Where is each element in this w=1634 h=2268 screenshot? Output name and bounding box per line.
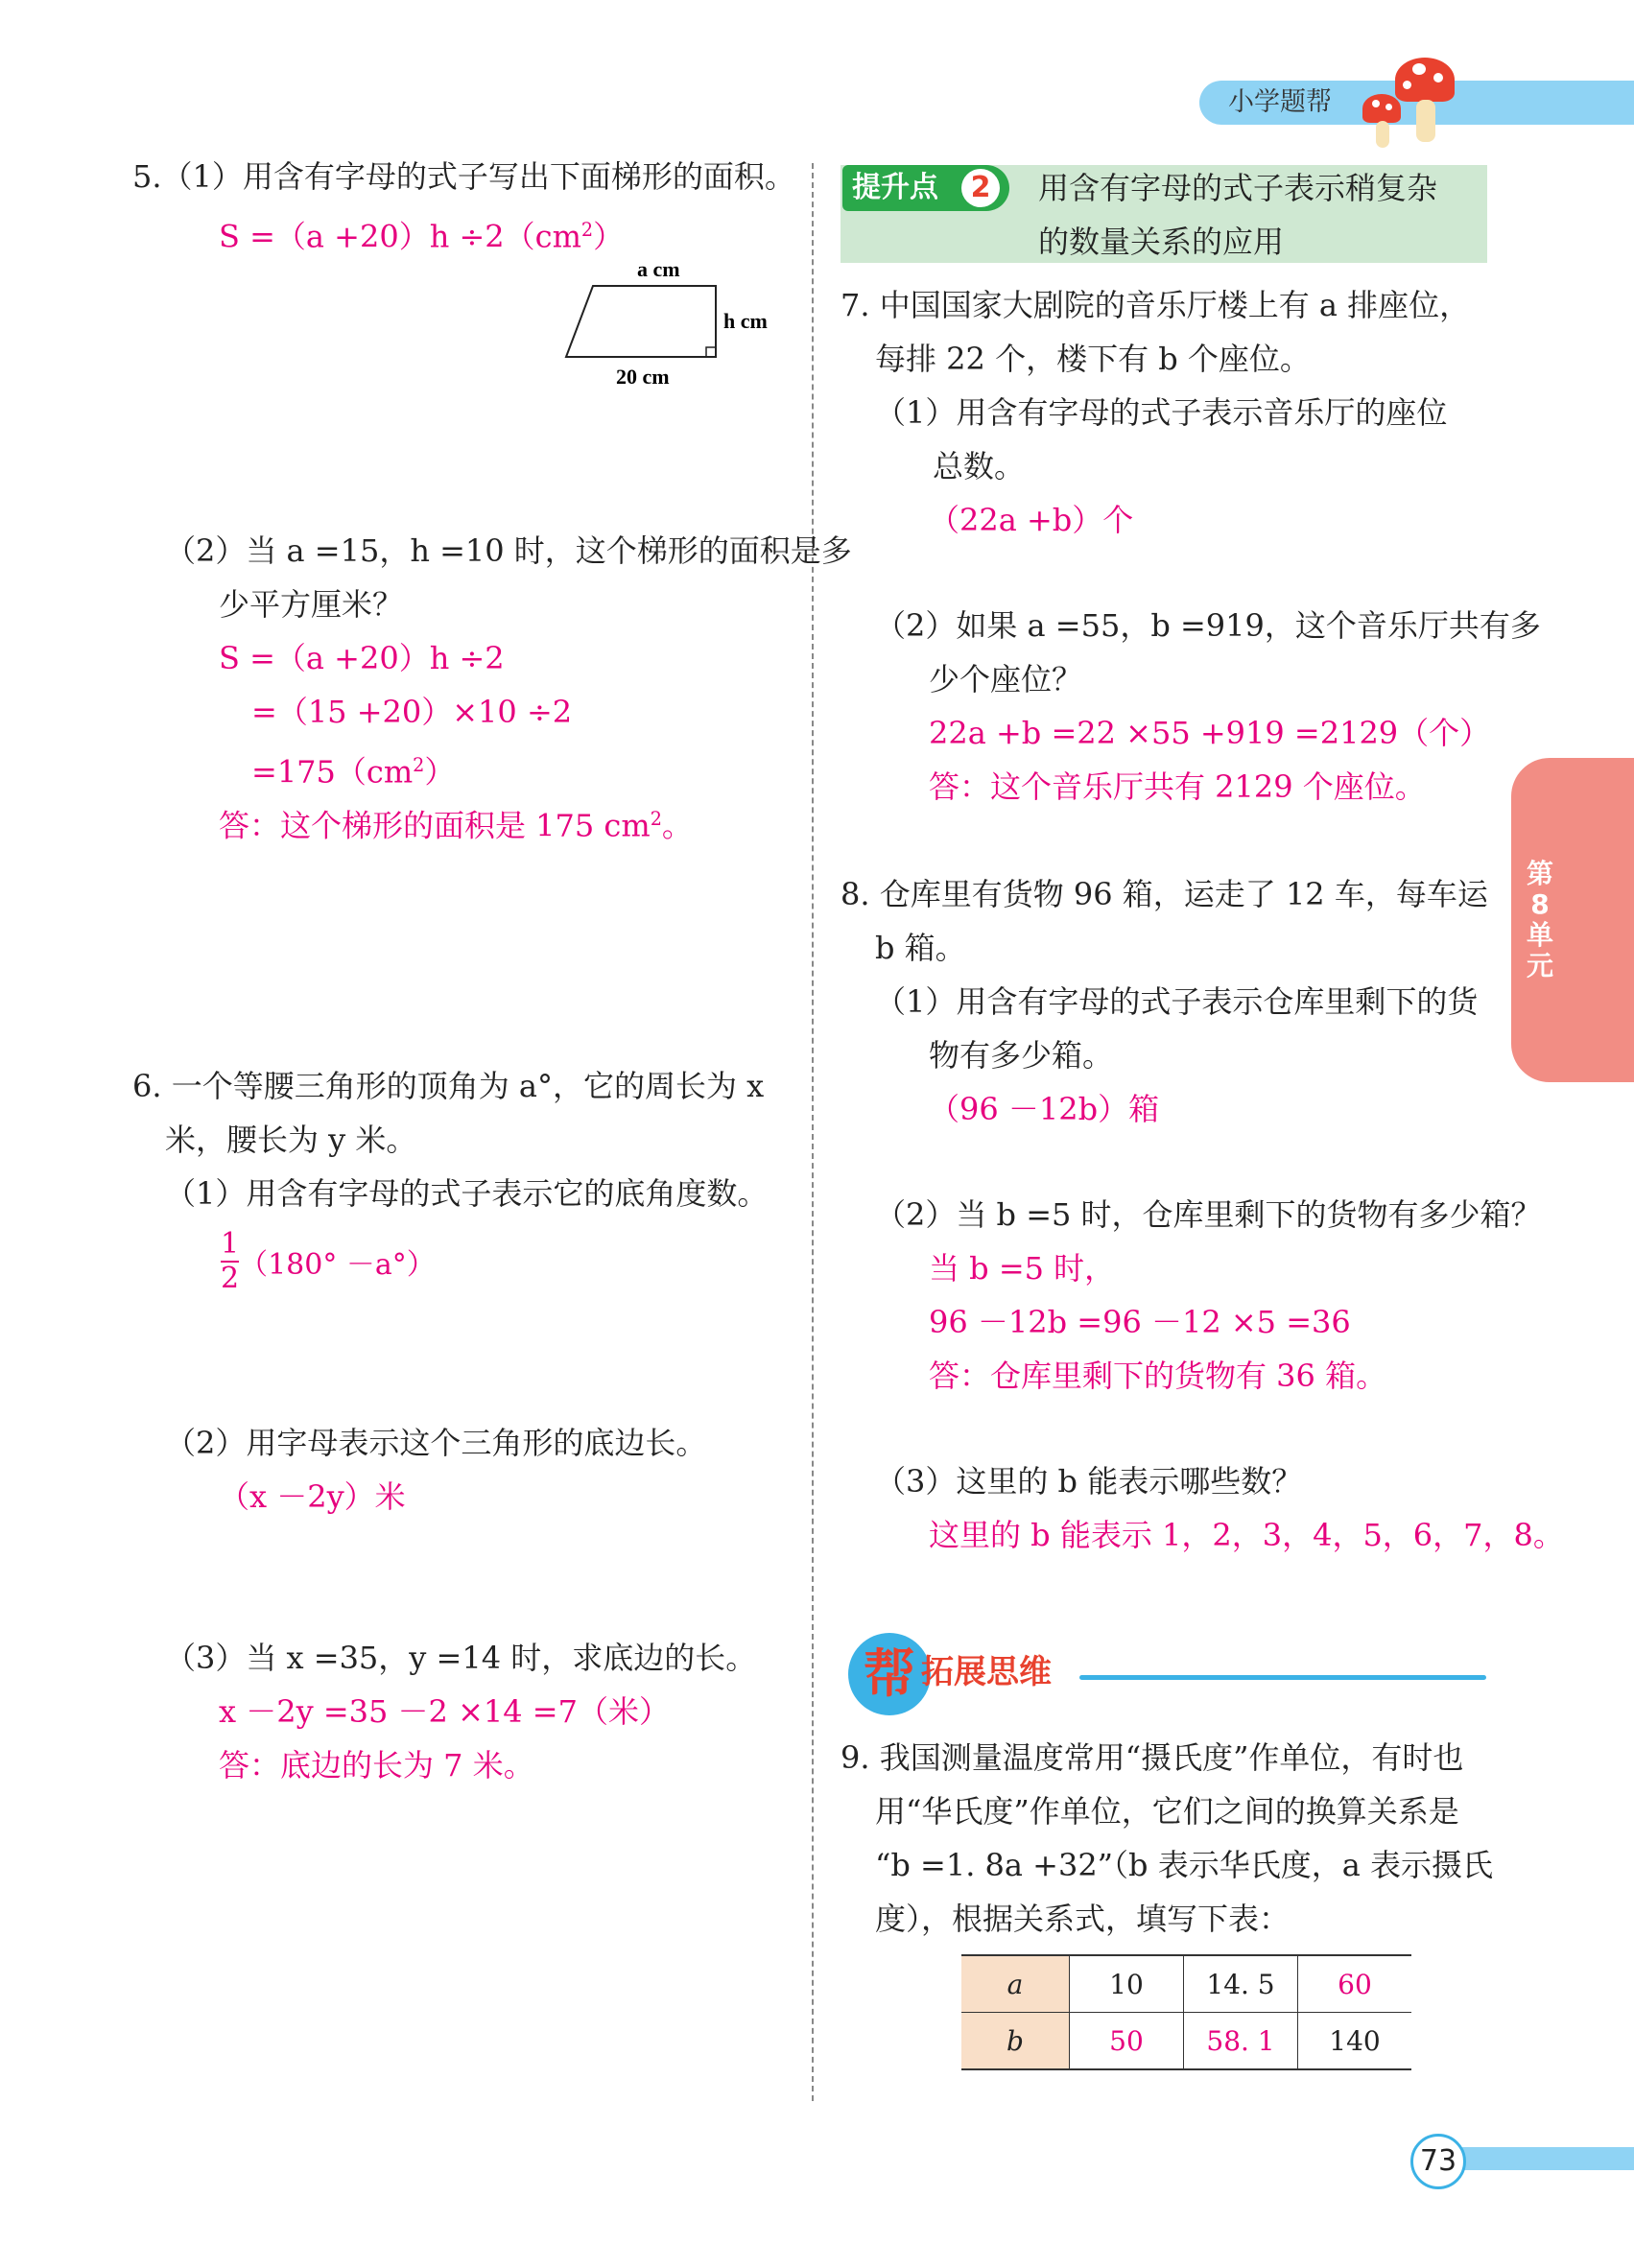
unit-side-tab-label: 第8单元 xyxy=(1526,858,1553,981)
table-cell: 14. 5 xyxy=(1184,1955,1298,2013)
header-title: 小学题帮 xyxy=(1228,87,1332,117)
table-cell: 140 xyxy=(1298,2013,1412,2070)
q8-part1-answer: （96 －12b）箱 xyxy=(929,1091,1160,1127)
table-row-a xyxy=(961,1955,1411,2013)
section-title-line1: 用含有字母的式子表示稍复杂 xyxy=(1038,170,1438,206)
q6-line2: 米，腰长为 y 米。 xyxy=(165,1122,417,1158)
q6-part2-answer: （x －2y）米 xyxy=(219,1478,406,1515)
q9-line3: “b =1. 8a +32”（b 表示华氏度，a 表示摄氏 xyxy=(875,1847,1493,1883)
q8-part2: （2）当 b =5 时，仓库里剩下的货物有多少箱？ xyxy=(875,1196,1542,1233)
q7-line2: 每排 22 个，楼下有 b 个座位。 xyxy=(875,341,1311,377)
q7-part1-answer: （22a +b）个 xyxy=(929,502,1134,538)
table-cell: 10 xyxy=(1070,1955,1184,2013)
table-cell-answer: 50 xyxy=(1070,2013,1184,2070)
q5-part2-answer-1: S =（a +20）h ÷2 xyxy=(219,640,505,676)
q5-part2-line2: 少平方厘米？ xyxy=(219,586,404,623)
q7-part1-line1: （1）用含有字母的式子表示音乐厅的座位 xyxy=(875,394,1448,431)
q6-part3: （3）当 x =35，y =14 时，求底边的长。 xyxy=(165,1640,757,1676)
mushroom-icon xyxy=(1353,58,1458,154)
q7-part1-line2: 总数。 xyxy=(933,448,1026,484)
q5-part2-answer-2: =（15 +20）×10 ÷2 xyxy=(251,694,573,730)
q6-part2: （2）用字母表示这个三角形的底边长。 xyxy=(165,1425,707,1461)
q8-part1-line1: （1）用含有字母的式子表示仓库里剩下的货 xyxy=(875,983,1479,1020)
q7-part2-line1: （2）如果 a =55，b =919，这个音乐厅共有多 xyxy=(875,607,1541,644)
q6-part1: （1）用含有字母的式子表示它的底角度数。 xyxy=(165,1175,769,1212)
q8-line1: 8. 仓库里有货物 96 箱，运走了 12 车，每车运 xyxy=(841,876,1488,912)
section-tag: 提升点 xyxy=(842,165,1009,211)
q7-part2-line2: 少个座位？ xyxy=(929,661,1083,697)
q9-line1: 9. 我国测量温度常用“摄氏度”作单位，有时也 xyxy=(841,1739,1464,1776)
page-number: 73 xyxy=(1410,2134,1466,2189)
q9-line4: 度），根据关系式，填写下表： xyxy=(875,1901,1291,1937)
q8-part2-answer-2: 96 －12b =96 －12 ×5 =36 xyxy=(929,1304,1351,1340)
q6-part1-answer: $\frac{1}{2}$ （180° －a°） xyxy=(221,1227,436,1295)
table-row-label: b xyxy=(961,2013,1070,2070)
q5-stem: 5.（1）用含有字母的式子写出下面梯形的面积。 xyxy=(132,158,795,195)
trapezoid-side-label: h cm xyxy=(723,309,768,333)
trapezoid-figure xyxy=(557,251,796,395)
trapezoid-bottom-label: 20 cm xyxy=(616,365,670,389)
q9-line2: 用“华氏度”作单位，它们之间的换算关系是 xyxy=(875,1793,1459,1830)
table-row-label: a xyxy=(961,1955,1070,2013)
q8-line2: b 箱。 xyxy=(875,930,966,966)
table-cell-answer: 58. 1 xyxy=(1184,2013,1298,2070)
trapezoid-top-label: a cm xyxy=(637,257,680,281)
trapezoid-shape xyxy=(566,286,716,357)
q5-part2-line1: （2）当 a =15，h =10 时，这个梯形的面积是多 xyxy=(165,532,852,569)
section-title-line2: 的数量关系的应用 xyxy=(1038,224,1285,260)
table-row-b xyxy=(961,2013,1411,2070)
q8-part3: （3）这里的 b 能表示哪些数？ xyxy=(875,1463,1303,1500)
table-cell-answer: 60 xyxy=(1298,1955,1412,2013)
q5-part2-answer-3: $=175(cm^2)$ xyxy=(251,753,456,791)
q5-part2-answer-4: 答：这个梯形的面积是 175 $cm^2$。 xyxy=(219,807,693,844)
q8-part3-answer: 这里的 b 能表示 1，2，3，4，5，6，7，8。 xyxy=(929,1517,1564,1553)
q8-part1-line2: 物有多少箱。 xyxy=(929,1037,1114,1074)
expand-badge-char: 帮 xyxy=(864,1643,915,1704)
q6-part3-answer-1: x －2y =35 －2 ×14 =7（米） xyxy=(219,1693,670,1730)
right-angle-mark xyxy=(706,347,716,357)
q5-answer-1: $S =(a +20)h \div 2(cm^2)$ xyxy=(219,218,625,255)
conversion-table xyxy=(961,1954,1411,2070)
q8-part2-answer-1: 当 b =5 时， xyxy=(929,1250,1116,1287)
expand-underline xyxy=(1079,1675,1486,1680)
q6-line1: 6. 一个等腰三角形的顶角为 a°，它的周长为 x xyxy=(132,1068,765,1104)
q7-line1: 7. 中国国家大剧院的音乐厅楼上有 a 排座位， xyxy=(841,287,1471,323)
q6-part3-answer-2: 答：底边的长为 7 米。 xyxy=(219,1747,534,1784)
q7-part2-answer-2: 答：这个音乐厅共有 2129 个座位。 xyxy=(929,768,1426,805)
q8-part2-answer-3: 答：仓库里剩下的货物有 36 箱。 xyxy=(929,1358,1387,1394)
section-number: 2 xyxy=(961,169,1000,207)
column-divider xyxy=(812,163,814,2101)
expand-title: 拓展思维 xyxy=(921,1653,1052,1691)
q7-part2-answer-1: 22a +b =22 ×55 +919 =2129（个） xyxy=(929,715,1491,751)
